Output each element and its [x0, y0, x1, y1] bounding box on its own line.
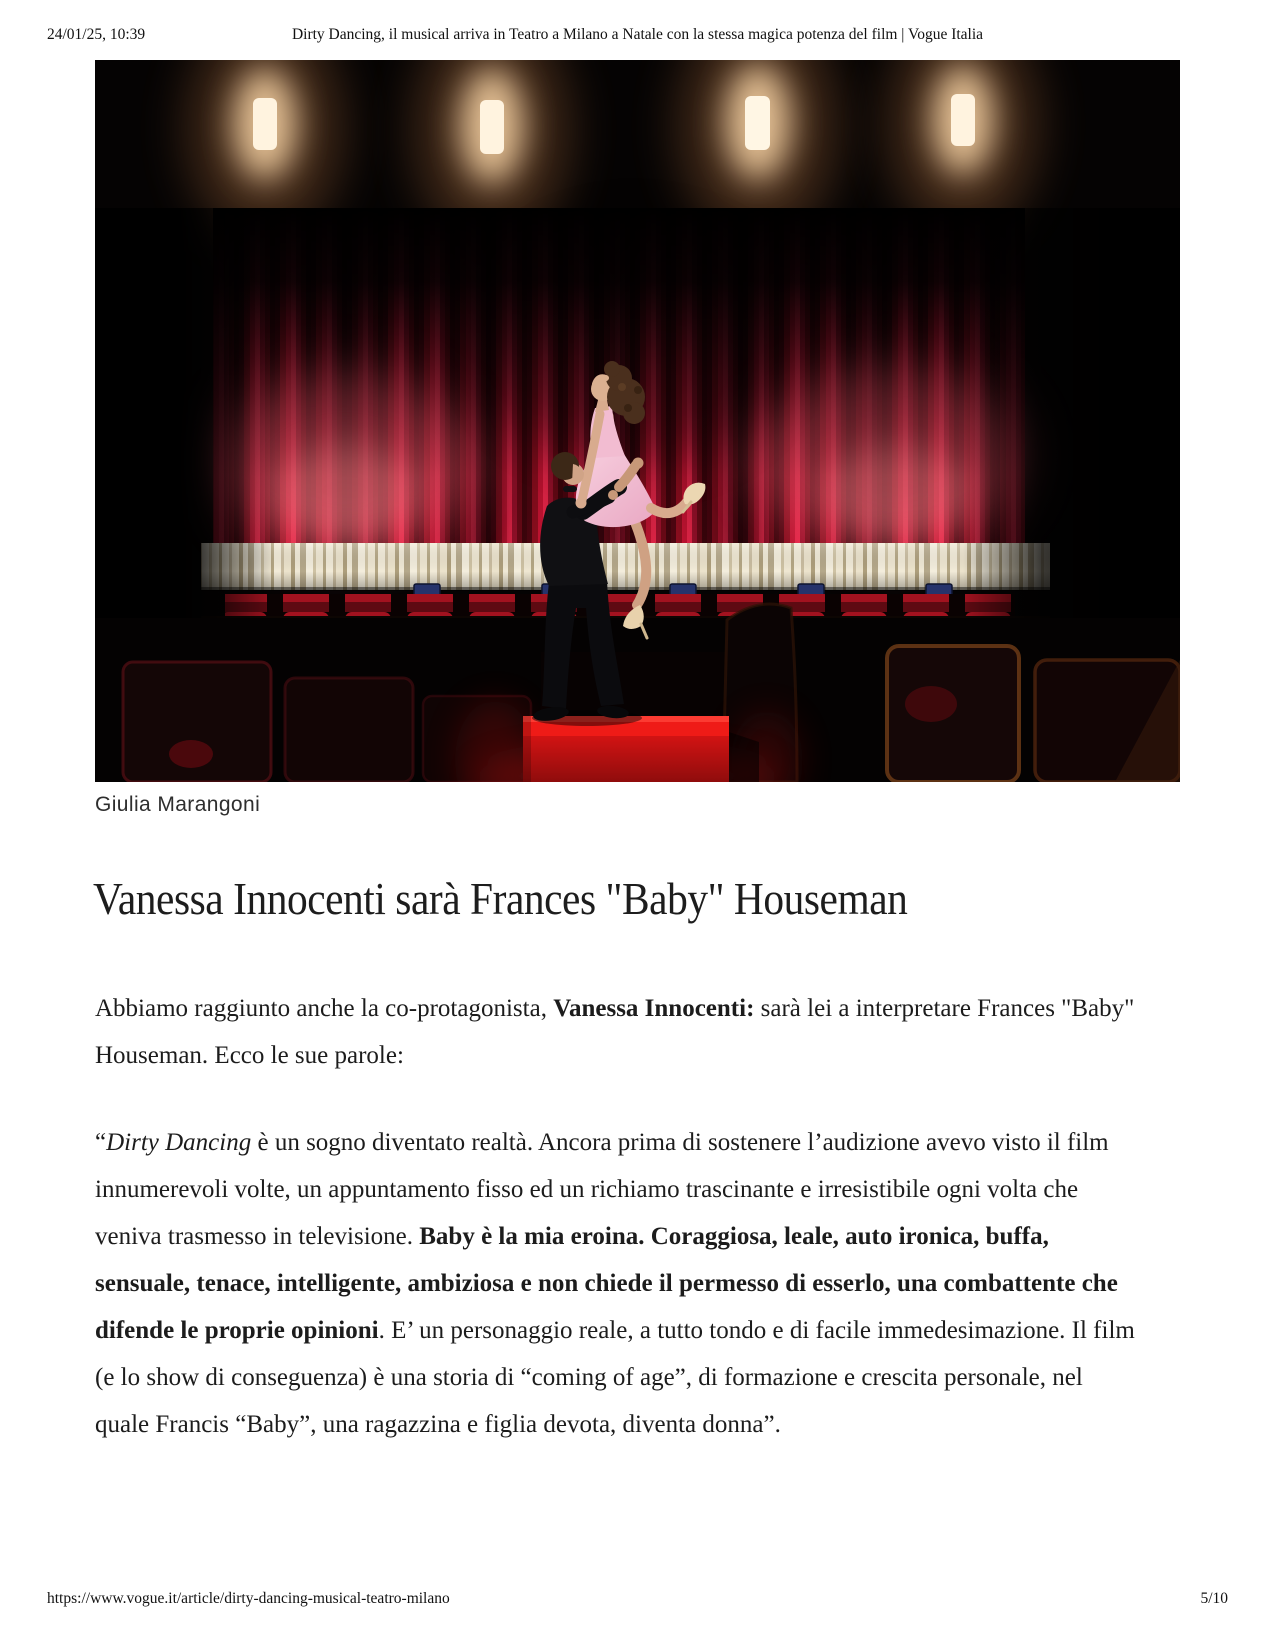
paragraph-2-open-quote: “	[95, 1129, 107, 1156]
page-title: Dirty Dancing, il musical arriva in Teatro a Milano a Natale con la stessa magica potenza del film | Vogue Italia	[291, 26, 984, 43]
print-header	[47, 26, 1228, 48]
page-number: 5/10	[1200, 1590, 1228, 1607]
source-url: https://www.vogue.it/article/dirty-dancing-musical-teatro-milano	[47, 1590, 450, 1607]
paragraph-2-bold: Baby è la mia eroina. Coraggiosa, leale, auto ironica, buffa, sensuale, tenace, intelligente, ambiziosa e non chiede il permesso di esserlo, una combattente che difende le proprie opinioni	[95, 1223, 1118, 1344]
paragraph-2-text: è un sogno diventato realtà. Ancora prima di sostenere l’audizione avevo visto il film innumerevoli volte, un appuntamento fisso ed un richiamo trascinante e irresistibile ogni volta che veniva trasmesso in televisione.	[95, 1129, 1109, 1250]
theater-stage-scene	[95, 60, 1180, 782]
paragraph-1-text-end: sarà lei a interpretare Frances "Baby" Houseman. Ecco le sue parole:	[95, 995, 1135, 1069]
article-heading: Vanessa Innocenti sarà Frances "Baby" Houseman	[93, 873, 908, 924]
print-footer	[47, 1590, 1228, 1610]
paragraph-1	[95, 985, 1143, 1079]
paragraph-1-text: Abbiamo raggiunto anche la co-protagonista,	[95, 995, 554, 1022]
print-datetime: 24/01/25, 10:39	[47, 26, 146, 43]
photo-caption: Giulia Marangoni	[95, 793, 261, 816]
paragraph-1-bold: Vanessa Innocenti:	[553, 995, 755, 1022]
paragraph-2-text-end: . E’ un personaggio reale, a tutto tondo e di facile immedesimazione. Il film (e lo show di conseguenza) è una storia di “coming of age”, di formazione e crescita personale, nel quale Francis “Baby”, una ragazzina e figlia devota, diventa donna”.	[95, 1317, 1135, 1438]
paragraph-2-film-title: Dirty Dancing	[106, 1129, 252, 1156]
article-photo	[95, 60, 1180, 782]
paragraph-2	[95, 1119, 1143, 1448]
